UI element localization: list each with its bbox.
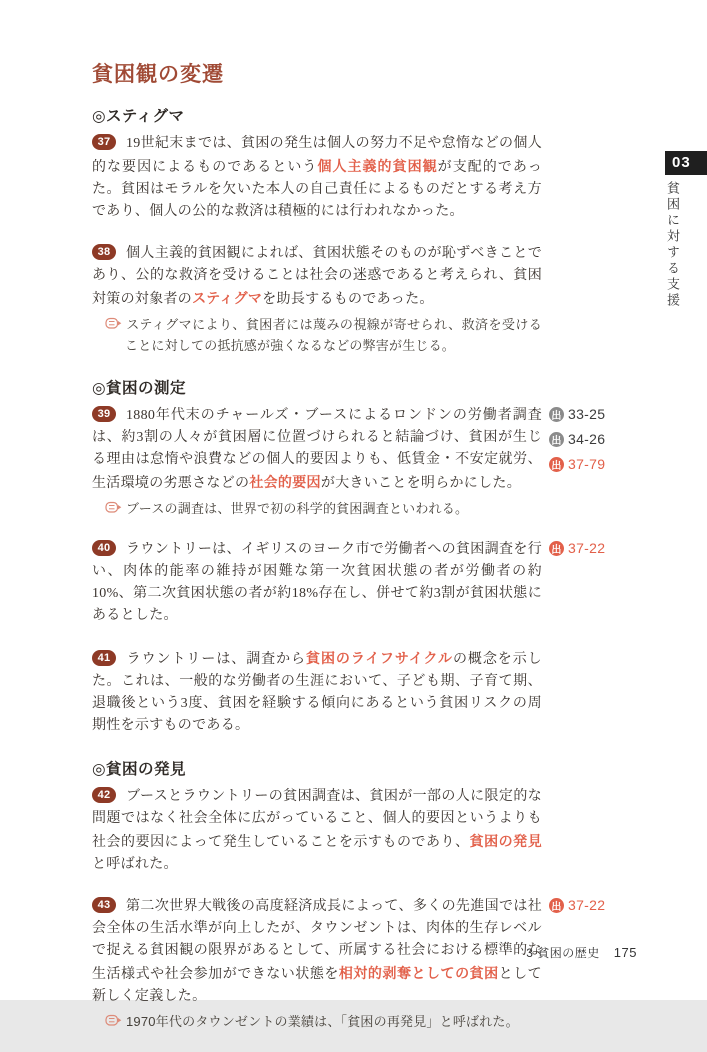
note-text: スティグマにより、貧困者には蔑みの視線が寄せられ、救済を受けることに対しての抵抗感が強くなるなどの弊害が生じる。 [125, 317, 542, 353]
keyword-highlight: 貧困の発見 [469, 833, 543, 849]
item-paragraph [92, 647, 542, 737]
study-item-40 [92, 539, 542, 627]
memo-icon [105, 501, 122, 514]
section-heading: ◎貧困の発見 [92, 761, 187, 778]
exam-appearance-icon: 出 [549, 457, 564, 472]
body-text: を助長するものであった。 [262, 292, 434, 307]
item-paragraph [92, 133, 542, 223]
exam-ref-badge [549, 431, 605, 447]
note-text: ブースの調査は、世界で初の科学的貧困調査といわれる。 [126, 501, 469, 516]
exam-ref-label: 34-26 [568, 431, 606, 447]
study-item-38 [92, 243, 542, 356]
item-number-badge: 43 [92, 897, 116, 913]
main-column [92, 58, 542, 1052]
body-text: 19世紀末までは、貧困の発生は個人の努力不足や怠惰などの個人的な要因によるものであるという [92, 136, 542, 175]
section-heading: ◎スティグマ [92, 108, 185, 125]
exam-appearance-icon: 出 [549, 541, 564, 556]
body-text: ラウントリーは、調査から [126, 652, 306, 667]
page-title: 貧困観の変遷 [92, 63, 224, 86]
memo-icon [105, 317, 122, 330]
item-paragraph [92, 786, 542, 876]
keyword-highlight: 貧困のライフサイクル [306, 650, 453, 666]
body-text: 個人主義的貧困観によれば、貧困状態そのものが恥ずべきことであり、公的な救済を受けることは社会の迷惑であると考えられ、貧困対策の対象者の [92, 246, 542, 307]
chapter-tab-label: 貧困に対する支援 [665, 181, 680, 309]
section-heading: ◎貧困の測定 [92, 380, 187, 397]
body-text: と呼ばれた。 [92, 857, 178, 872]
page-footer [526, 944, 637, 961]
item-paragraph [92, 539, 542, 627]
supplementary-note [92, 1011, 542, 1032]
supplementary-note [92, 498, 542, 519]
body-text: ブースとラウントリーの貧困調査は、貧困が一部の人に限定的な問題ではなく社会全体に広がっていること、個人的要因というよりも社会的要因によって発生していることを示すものであり、 [92, 789, 542, 850]
study-item-43 [92, 896, 542, 1032]
chapter-tab-number: 03 [665, 151, 707, 175]
exam-appearance-icon: 出 [549, 898, 564, 913]
item-number-badge: 41 [92, 650, 116, 666]
exam-ref-badge [549, 456, 605, 472]
body-text: 1880年代末のチャールズ・ブースによるロンドンの労働者調査は、約3割の人々が貧困層に位置づけられると結論づけ、貧困が生じる理由は怠惰や浪費などの個人的要因よりも、低賃金・不安定就労、生活環境の劣悪さなどの [92, 408, 542, 491]
exam-ref-label: 33-25 [568, 406, 606, 422]
exam-ref-label: 37-79 [568, 456, 606, 472]
study-item-42 [92, 786, 542, 876]
exam-ref-badge [549, 406, 605, 422]
exam-appearance-icon: 出 [549, 432, 564, 447]
note-text: 1970年代のタウンゼントの業績は、「貧困の再発見」と呼ばれた。 [126, 1014, 519, 1029]
memo-icon [105, 1014, 122, 1027]
item-number-badge: 40 [92, 540, 116, 556]
item-paragraph [92, 405, 542, 495]
keyword-highlight: スティグマ [192, 290, 263, 306]
item-paragraph [92, 896, 542, 1008]
supplementary-note [92, 314, 542, 356]
item-number-badge: 39 [92, 406, 116, 422]
keyword-highlight: 相対的剥奪としての貧困 [338, 965, 499, 981]
body-text: の概念を示した。これは、一般的な労働者の生涯において、子ども期、子育て期、退職後という3度、貧困を経験する傾向にあるという貧困リスクの周期性を示すものである。 [92, 652, 542, 733]
study-item-41 [92, 647, 542, 737]
footer-section-label: 3 貧困の歴史 [526, 946, 600, 960]
item-number-badge: 38 [92, 244, 116, 260]
exam-appearance-icon: 出 [549, 407, 564, 422]
item-number-badge: 37 [92, 134, 116, 150]
exam-ref-label: 37-22 [568, 897, 606, 913]
footer-page-number: 175 [613, 945, 637, 960]
body-text: が支配的であった。貧困はモラルを欠いた本人の自己責任によるものだとする考え方であり、個人の公的な救済は積極的には行われなかった。 [92, 160, 543, 219]
body-text: 第二次世界大戦後の高度経済成長によって、多くの先進国では社会全体の生活水準が向上したが、タウンゼントは、肉体的生存レベルで捉える貧困観の限界があるとして、所属する社会における標準的な生活様式や社会参加ができない状態を [92, 899, 542, 982]
study-item-39 [92, 405, 542, 519]
body-text: ラウントリーは、イギリスのヨーク市で労働者への貧困調査を行い、肉体的能率の維持が困難な第一次貧困状態の者が労働者の約10%、第二次貧困状態の者が約18%存在し、併せて約3割が貧困状態にあるとした。 [92, 542, 542, 623]
keyword-highlight: 個人主義的貧困観 [317, 158, 438, 174]
study-item-37 [92, 133, 542, 223]
body-text: が大きいことを明らかにした。 [320, 476, 522, 491]
keyword-highlight: 社会的要因 [249, 474, 321, 490]
item-paragraph [92, 243, 542, 311]
item-number-badge: 42 [92, 787, 116, 803]
exam-ref-badge [549, 540, 605, 556]
exam-ref-label: 37-22 [568, 540, 606, 556]
exam-ref-badge [549, 897, 605, 913]
body-text: として新しく定義した。 [92, 967, 542, 1004]
